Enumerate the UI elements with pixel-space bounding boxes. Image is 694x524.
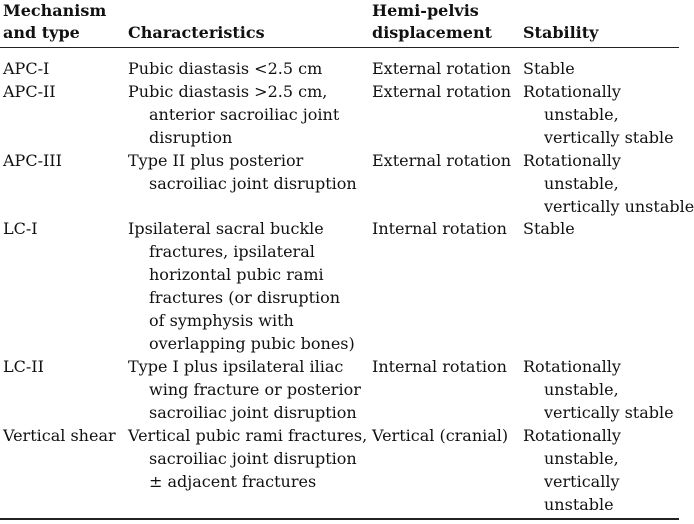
row-vertical-shear-displacement: Vertical (cranial) bbox=[372, 426, 509, 445]
row-apc-i-stability bbox=[523, 57, 679, 80]
characteristics-line: overlapping pubic bones) bbox=[149, 334, 355, 353]
stability-line: Stable bbox=[523, 59, 575, 78]
stability-line: vertically unstable bbox=[544, 197, 694, 216]
characteristics-line: sacroiliac joint disruption bbox=[149, 174, 357, 193]
characteristics-line: of symphysis with bbox=[149, 311, 294, 330]
header-displacement bbox=[372, 0, 492, 44]
row-vertical-shear-type: Vertical shear bbox=[3, 426, 116, 445]
row-lc-ii-characteristics bbox=[128, 355, 366, 424]
header-displacement-line-2: displacement bbox=[372, 23, 492, 42]
stability-line: Rotationally bbox=[523, 82, 621, 101]
header-displacement-line-1: Hemi-pelvis bbox=[372, 1, 479, 20]
stability-line: unstable, bbox=[544, 380, 619, 399]
row-apc-ii-displacement: External rotation bbox=[372, 82, 512, 101]
row-lc-i-characteristics bbox=[128, 217, 366, 355]
row-apc-ii-characteristics bbox=[128, 80, 366, 149]
stability-line: Stable bbox=[523, 219, 575, 238]
row-vertical-shear-stability bbox=[523, 424, 679, 516]
characteristics-line: Vertical pubic rami fractures, bbox=[128, 426, 368, 445]
row-apc-ii-type: APC-II bbox=[3, 82, 56, 101]
characteristics-line: horizontal pubic rami bbox=[149, 265, 324, 284]
characteristics-line: sacroiliac joint disruption bbox=[149, 403, 357, 422]
header-mechanism-line-2: and type bbox=[3, 23, 80, 42]
stability-line: vertically bbox=[544, 472, 620, 491]
row-apc-i-displacement: External rotation bbox=[372, 59, 512, 78]
stability-line: unstable bbox=[544, 495, 614, 514]
stability-line: unstable, bbox=[544, 449, 619, 468]
stability-line: Rotationally bbox=[523, 426, 621, 445]
characteristics-line: disruption bbox=[149, 128, 233, 147]
row-apc-ii-stability bbox=[523, 80, 679, 149]
characteristics-line: sacroiliac joint disruption bbox=[149, 449, 357, 468]
characteristics-line: anterior sacroiliac joint bbox=[149, 105, 340, 124]
stability-line: Rotationally bbox=[523, 151, 621, 170]
row-lc-i-displacement: Internal rotation bbox=[372, 219, 507, 238]
row-apc-iii-displacement: External rotation bbox=[372, 151, 512, 170]
stability-line: vertically stable bbox=[544, 128, 674, 147]
table-bottom-rule bbox=[0, 518, 679, 520]
row-lc-i-type: LC-I bbox=[3, 219, 38, 238]
characteristics-line: fractures, ipsilateral bbox=[149, 242, 315, 261]
row-apc-iii-characteristics bbox=[128, 149, 366, 195]
characteristics-line: fractures (or disruption bbox=[149, 288, 341, 307]
characteristics-line: Type I plus ipsilateral iliac bbox=[128, 357, 344, 376]
header-stability: Stability bbox=[523, 23, 599, 42]
stability-line: unstable, bbox=[544, 174, 619, 193]
row-apc-iii-stability bbox=[523, 149, 694, 218]
row-vertical-shear-characteristics bbox=[128, 424, 366, 493]
row-lc-i-stability bbox=[523, 217, 679, 240]
header-characteristics: Characteristics bbox=[128, 23, 265, 42]
header-rule bbox=[0, 47, 679, 48]
characteristics-line: Pubic diastasis <2.5 cm bbox=[128, 59, 323, 78]
row-lc-ii-displacement: Internal rotation bbox=[372, 357, 507, 376]
row-apc-i-characteristics bbox=[128, 57, 366, 80]
header-mechanism bbox=[3, 0, 106, 44]
characteristics-line: wing fracture or posterior bbox=[149, 380, 361, 399]
row-apc-iii-type: APC-III bbox=[3, 151, 62, 170]
row-apc-i-type: APC-I bbox=[3, 59, 50, 78]
characteristics-line: Pubic diastasis >2.5 cm, bbox=[128, 82, 328, 101]
stability-line: Rotationally bbox=[523, 357, 621, 376]
row-lc-ii-type: LC-II bbox=[3, 357, 44, 376]
header-mechanism-line-1: Mechanism bbox=[3, 1, 107, 20]
characteristics-line: ± adjacent fractures bbox=[149, 472, 317, 491]
characteristics-line: Ipsilateral sacral buckle bbox=[128, 219, 324, 238]
characteristics-line: Type II plus posterior bbox=[128, 151, 304, 170]
stability-line: vertically stable bbox=[544, 403, 674, 422]
stability-line: unstable, bbox=[544, 105, 619, 124]
row-lc-ii-stability bbox=[523, 355, 679, 424]
